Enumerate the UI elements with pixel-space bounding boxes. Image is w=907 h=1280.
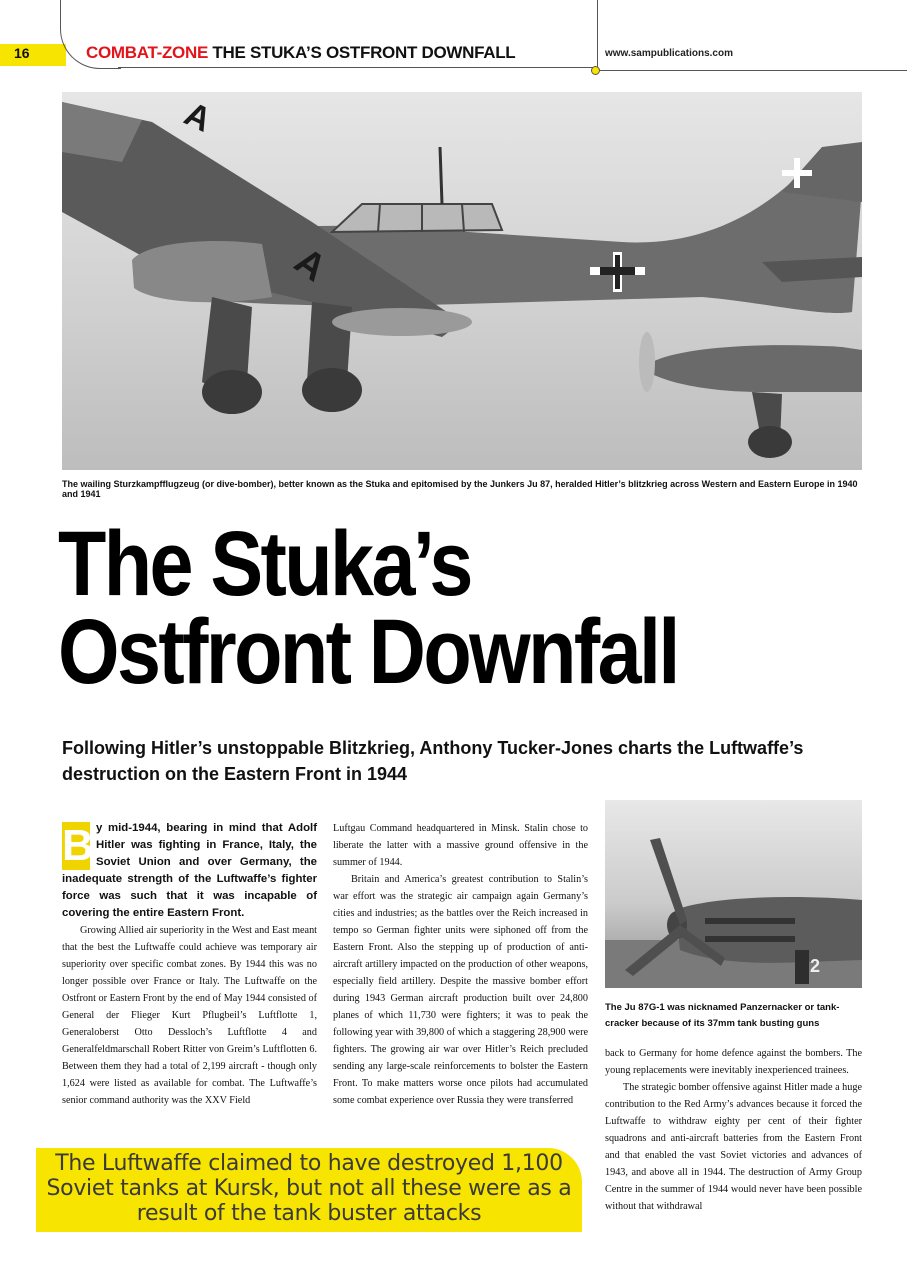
main-photo-caption: The wailing Sturzkampfflugzeug (or dive-bomber), better known as the Stuka and epitomised by the Junkers Ju 87, heralded Hitler’s blitzkrieg across Western and Eastern Europe in 1940 and 1941 (62, 479, 858, 499)
body-paragraph: Growing Allied air superiority in the West and East meant that the best the Luftwaffe could achieve was temporary air superiority over specific combat zones. By 1944 this was no longer possible over France or Italy. The Luftwaffe on the Ostfront or Eastern Front by the end of May 1944 consisted of General der Flieger Kurt Pflugbeil’s Luftflotte 1, Generaloberst Otto Dessloch’s Luftflotte 4 and Generalfeldmarschall Robert Ritter von Greim’s Luftflotten 6. Between them they had a total of 2,199 aircraft - though only 1,624 were listed as available for combat. The Luftwaffe’s senior command authority was the XXV Field (62, 925, 317, 1106)
running-title: THE STUKA’S OSTFRONT DOWNFALL (212, 43, 516, 62)
side-photo-caption: The Ju 87G-1 was nicknamed Panzernacker or tank-cracker because of its 37mm tank busting guns (605, 1002, 840, 1029)
column-1 (62, 820, 317, 1109)
header-rule-right (600, 70, 907, 71)
column-3 (605, 1045, 862, 1215)
ju87g-illustration (605, 800, 862, 988)
pull-quote-box (36, 1148, 582, 1232)
page-number-tab (0, 44, 66, 66)
aircraft-number: 2 (810, 956, 821, 976)
header-divider (597, 0, 598, 70)
wing-marking-a: A (286, 239, 334, 291)
body-paragraph: Luftgau Command headquartered in Minsk. Stalin chose to liberate the latter with a massive ground offensive in the summer of 1944. (333, 823, 588, 868)
header-rule (118, 67, 598, 68)
body-paragraph: back to Germany for home defence against the bombers. The young replacements were inevitably inexperienced trainees. (605, 1048, 862, 1076)
title-line-1: The Stuka’s (58, 513, 471, 615)
stuka-formation-photo (62, 92, 862, 470)
stuka-illustration (62, 92, 862, 470)
body-paragraph: Britain and America’s greatest contribution to Stalin’s war effort was the strategic air campaign again Germany’s cities and industries; as the battles over the Reich increased in tempo so German fighter units were siphoned off from the Eastern Front. Also the stepping up of production of anti-aircraft artillery impacted on the production of other weapons, especially field artillery. Despite the massive bomber effort during 1943 German aircraft production built over 24,800 planes of which 11,730 were fighters; it was to peak the following year with 39,800 of which a staggering 28,900 were fighters. The growing air war over Hitler’s Reich precluded sending any large-scale reinforcements to bolster the Eastern Front. To make matters worse once pilots had accumulated some combat experience over Russia they were transferred (333, 874, 588, 1106)
intro-paragraph (62, 820, 317, 922)
standfirst: Following Hitler’s unstoppable Blitzkrieg, Anthony Tucker-Jones charts the Luftwaffe’s destruction on the Eastern Front in 1944 (62, 738, 804, 784)
running-head (86, 43, 515, 63)
intro-text: y mid-1944, bearing in mind that Adolf Hitler was fighting in France, Italy, the Soviet Union and over Germany, the inadequate strength of the Luftwaffe’s fighter force was such that it was incapable of covering the entire Eastern Front. (62, 822, 317, 919)
column-2 (333, 820, 588, 1109)
page-number: 16 (14, 45, 30, 61)
article-title (58, 513, 763, 703)
title-line-2: Ostfront Downfall (58, 601, 678, 703)
pull-quote-text: The Luftwaffe claimed to have destroyed 1,100 Soviet tanks at Kursk, but not all these were as a result of the tank buster attacks (46, 1151, 572, 1226)
publisher-url: www.sampublications.com (605, 48, 733, 59)
drop-cap: B (62, 821, 94, 870)
section-label: COMBAT-ZONE (86, 43, 208, 62)
header-dot (591, 66, 600, 75)
wing-marking-a-upper: A (178, 94, 217, 140)
ju87g-photo (605, 800, 862, 988)
body-paragraph: The strategic bomber offensive against Hitler made a huge contribution to the Red Army’s advances because it forced the Luftwaffe to withdraw eighty per cent of their fighter squadrons and anti-aircraft batteries from the Eastern Front and that enabled the vast Soviet victories and advances of 1943, and above all in 1944. The destruction of Army Group Centre in the summer of 1944 would never have been possible without that withdrawal (605, 1082, 862, 1212)
